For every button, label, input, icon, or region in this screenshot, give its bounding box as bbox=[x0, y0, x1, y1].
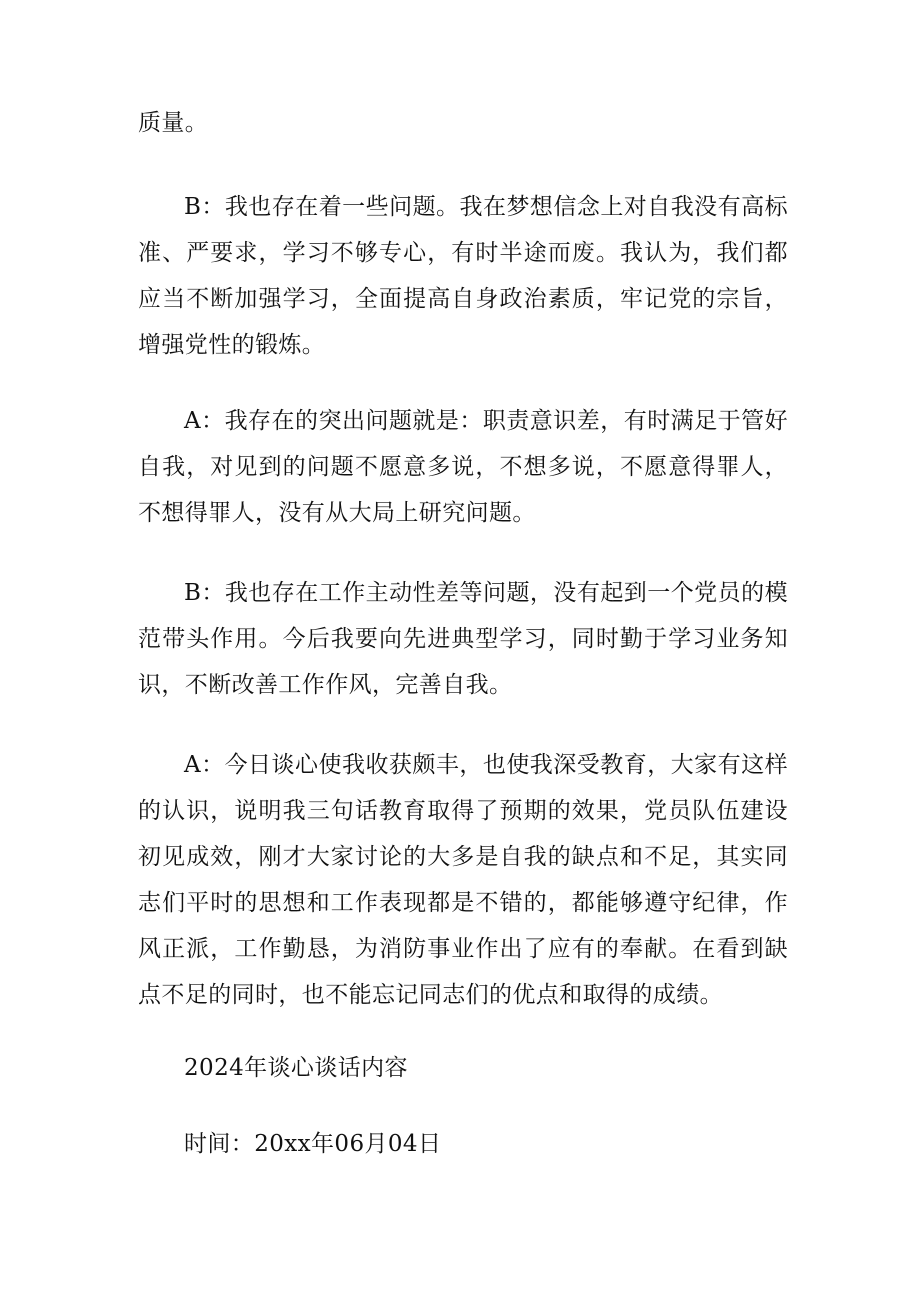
meeting-time: 时间：20xx年06月04日 bbox=[184, 1131, 442, 1157]
paragraph-continuation: 质量。 bbox=[138, 110, 209, 136]
paragraph-speaker-b-1: B：我也存在着一些问题。我在梦想信念上对自我没有高标准、严要求，学习不够专心，有时半途而废。我认为，我们都应当不断加强学习，全面提高自身政治素质，牢记党的宗旨，增强党性的锻炼。 bbox=[138, 194, 788, 358]
paragraph-speaker-a-2: A：今日谈心使我收获颇丰，也使我深受教育，大家有这样的认识，说明我三句话教育取得了预期的效果，党员队伍建设初见成效，刚才大家讨论的大多是自我的缺点和不足，其实同志们平时的思想和工作表现都是不错的，都能够遵守纪律，作风正派，工作勤恳，为消防事业作出了应有的奉献。在看到缺点不足的同时，也不能忘记同志们的优点和取得的成绩。 bbox=[138, 752, 788, 1008]
paragraph-speaker-a-1: A：我存在的突出问题就是：职责意识差，有时满足于管好自我，对见到的问题不愿意多说，不想多说，不愿意得罪人，不想得罪人，没有从大局上研究问题。 bbox=[138, 408, 788, 526]
section-heading: 2024年谈心谈话内容 bbox=[184, 1055, 408, 1081]
paragraph-speaker-b-2: B：我也存在工作主动性差等问题，没有起到一个党员的模范带头作用。今后我要向先进典型学习，同时勤于学习业务知识，不断改善工作作风，完善自我。 bbox=[138, 580, 788, 698]
